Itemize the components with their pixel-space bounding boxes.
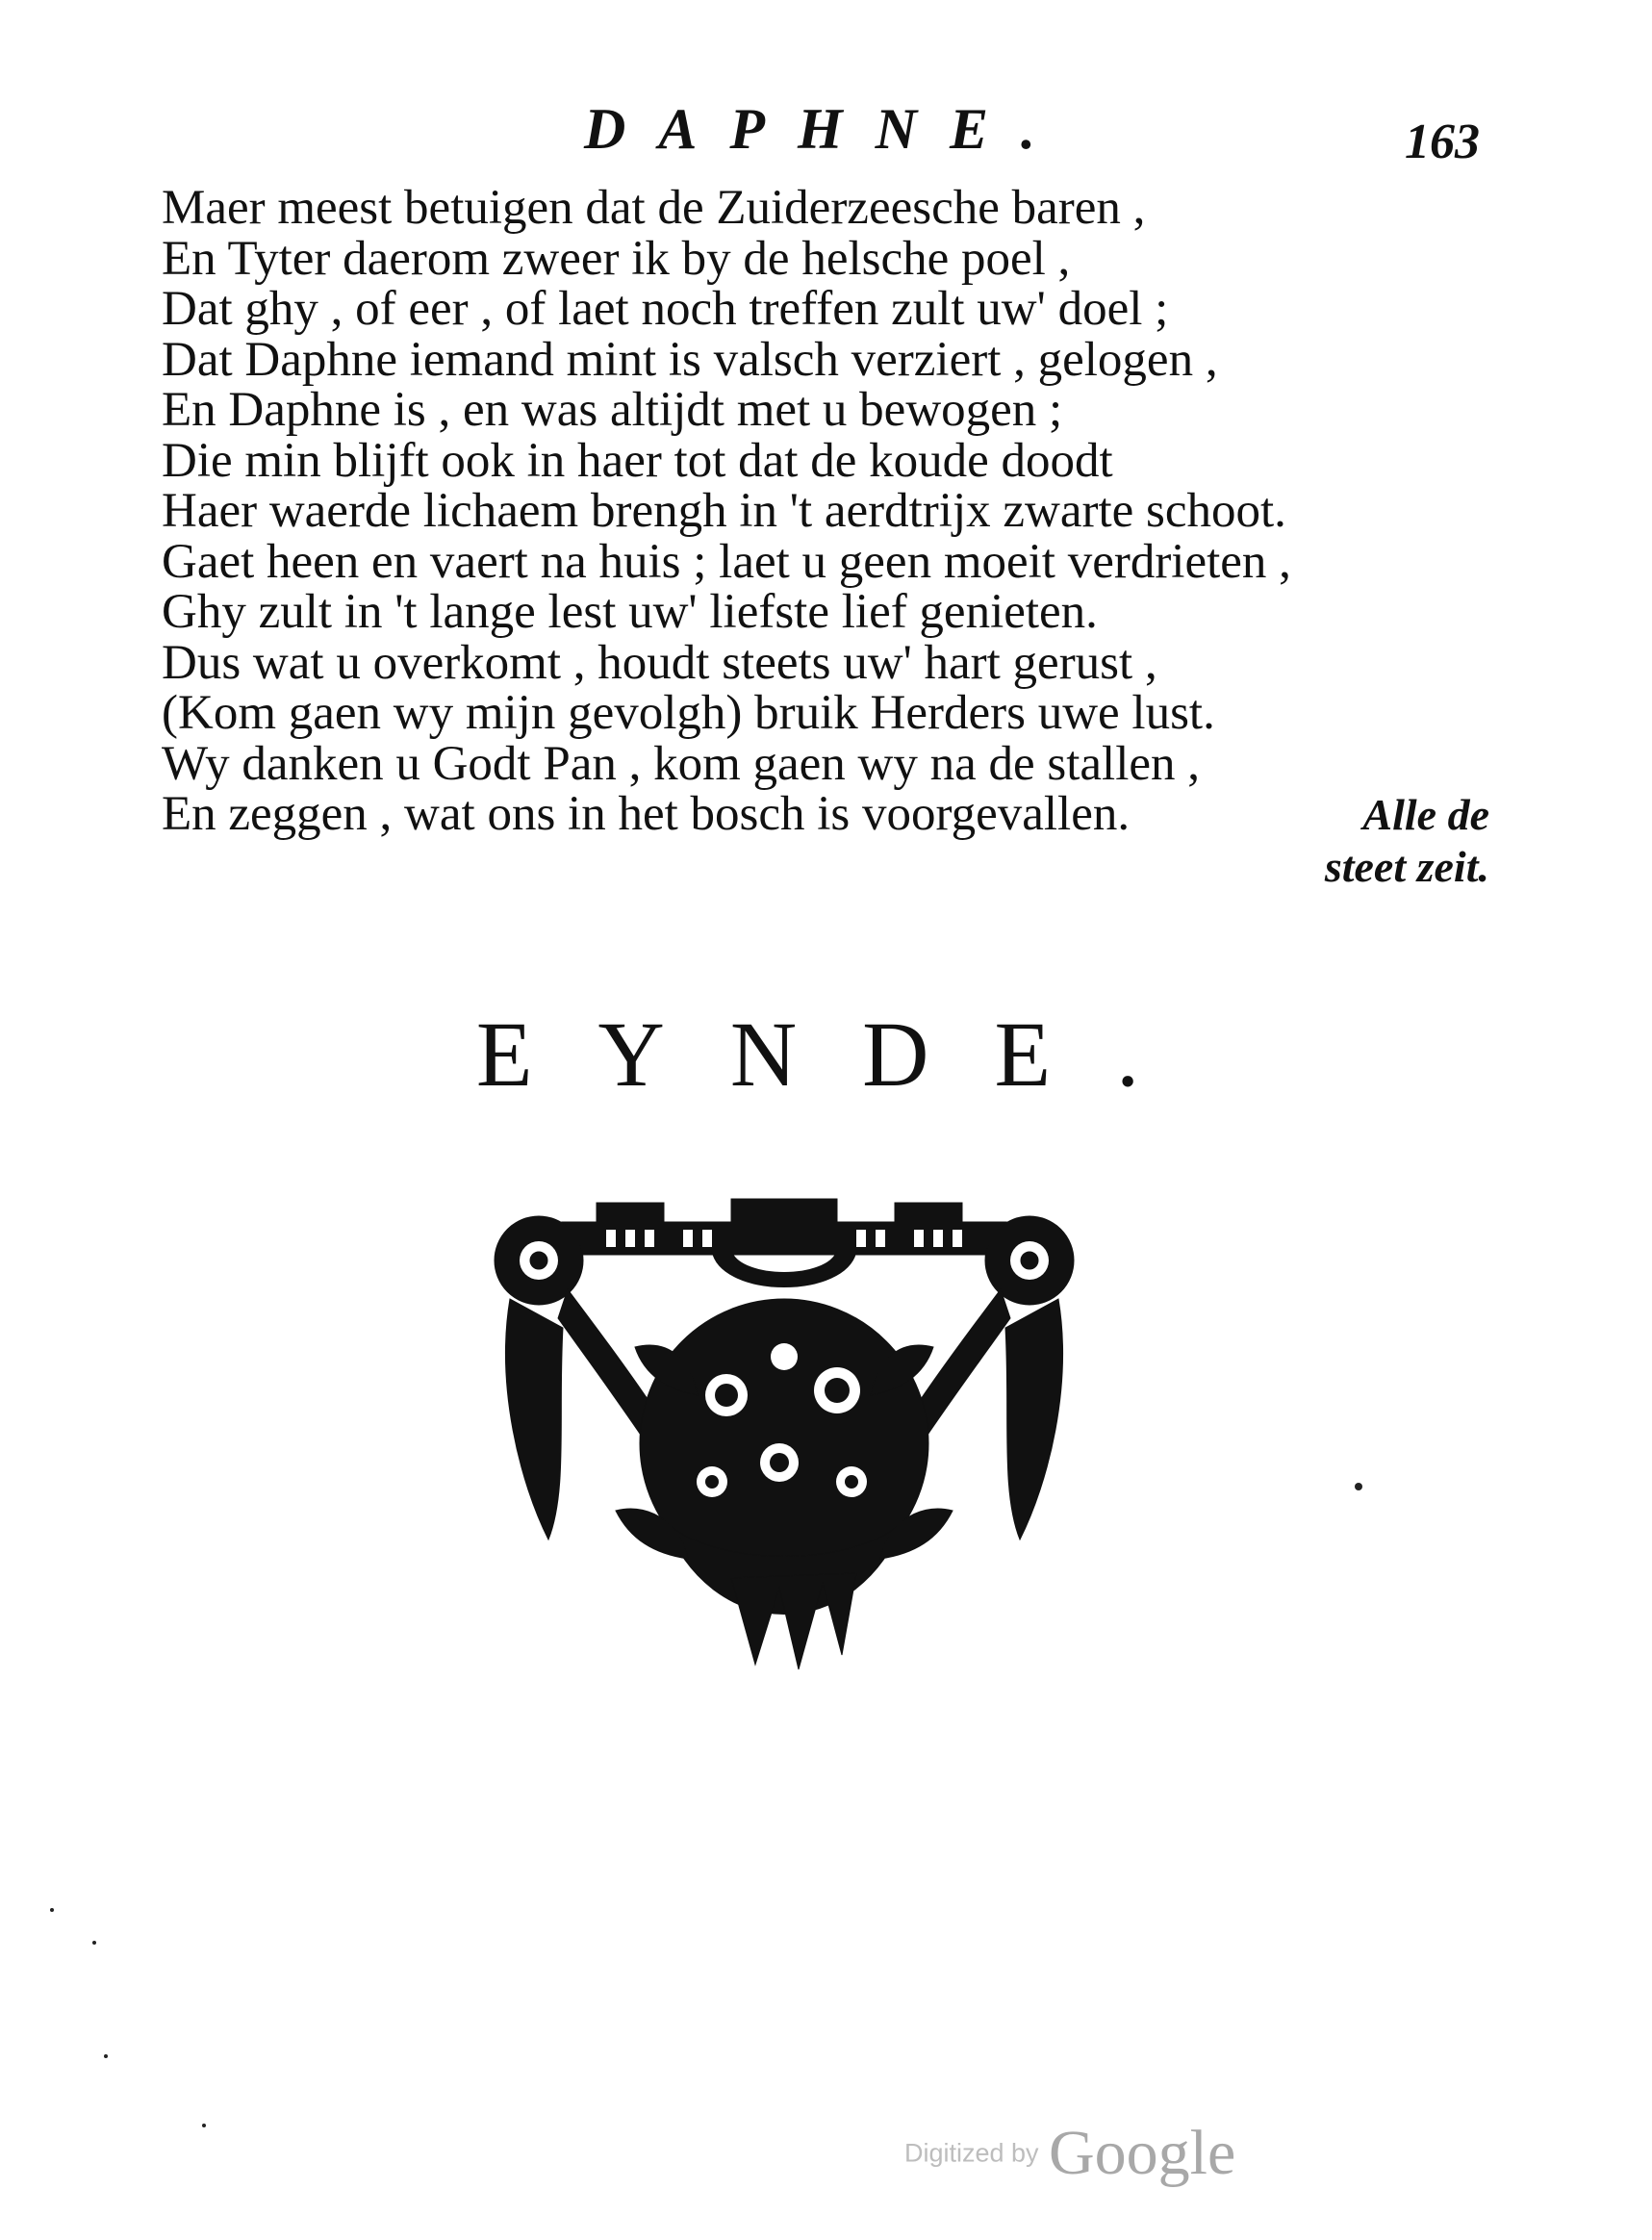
floral-tailpiece-ornament-icon [491,1193,1078,1674]
verse-line: En Daphne is , en was altijdt met u bewogen ; [162,383,1063,437]
verse-line: Maer meest betuigen dat de Zuiderzeesche baren , [162,181,1146,235]
verse-line: Haer waerde lichaem brengh in 't aerdtrijx zwarte schoot. [162,484,1286,538]
verse-block [162,183,1393,840]
google-logo: Google [1049,2118,1236,2188]
page-number: 163 [1405,115,1480,169]
ink-speck [50,1908,54,1912]
verse-line: En zeggen , wat ons in het bosch is voorgevallen. [162,787,1131,841]
closing-title: EYNDE. [475,1003,1206,1106]
ink-speck [1355,1483,1362,1490]
verse-line: Dat Daphne iemand mint is valsch verziert , gelogen , [162,332,1218,387]
verse-line: Die min blijft ook in haer tot dat de koude doodt [162,433,1113,488]
ink-speck [202,2124,206,2127]
digitized-by-watermark [904,2117,1235,2190]
ink-speck [104,2054,108,2058]
stage-direction [1307,789,1489,893]
watermark-prefix: Digitized by [904,2138,1039,2168]
stage-direction-line: Alle de [1362,790,1489,839]
verse-line: Dus wat u overkomt , houdt steets uw' hart gerust , [162,635,1157,690]
verse-line: Gaet heen en vaert na huis ; laet u geen moeit verdrieten , [162,534,1291,589]
running-head: DAPHNE. [583,97,1069,161]
verse-line: En Tyter daerom zweer ik by de helsche poel , [162,231,1071,286]
ink-speck [92,1941,96,1945]
stage-direction-line: steet zeit. [1324,842,1489,891]
verse-line: (Kom gaen wy mijn gevolgh) bruik Herders uwe lust. [162,686,1215,740]
verse-line: Ghy zult in 't lange lest uw' liefste lief genieten. [162,585,1098,639]
verse-line: Dat ghy , of eer , of laet noch treffen zult uw' doel ; [162,282,1169,336]
verse-line: Wy danken u Godt Pan , kom gaen wy na de stallen , [162,736,1201,791]
